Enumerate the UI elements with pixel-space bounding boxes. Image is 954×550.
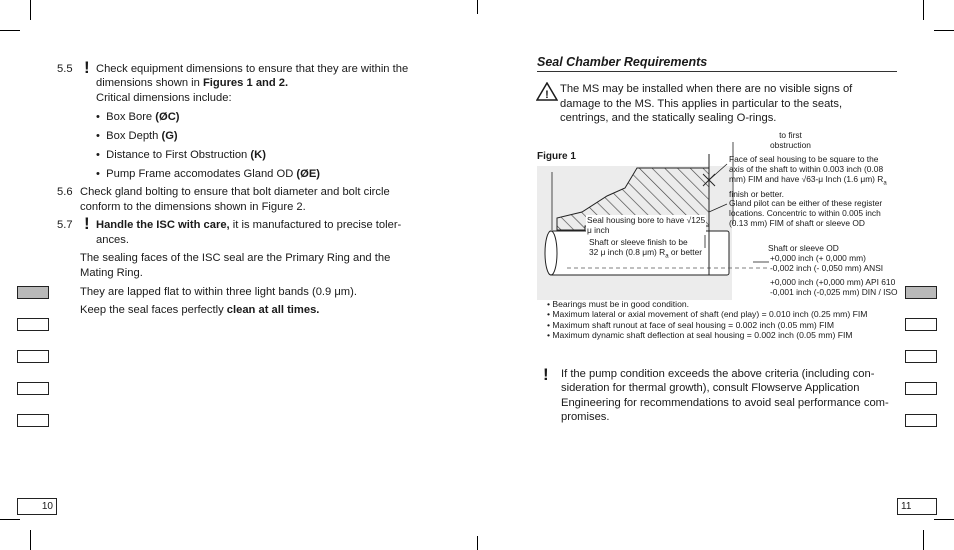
callout-line: Shaft or sleeve finish to be <box>589 237 688 247</box>
dimension-code: (ØC) <box>155 111 180 123</box>
callout-line: -0,002 inch (- 0,050 mm) ANSI <box>770 263 884 273</box>
text: Distance to First Obstruction <box>106 149 251 161</box>
requirements-list <box>547 299 867 340</box>
section-5-7-line1 <box>96 218 401 233</box>
callout-line: obstruction <box>770 140 811 150</box>
crop-mark <box>0 519 20 520</box>
list-item: • Maximum dynamic shaft deflection at seal housing = 0.002 inch (0.05 mm) FIM <box>547 329 853 340</box>
dimension-code: (K) <box>250 149 266 161</box>
callout-face-square <box>729 154 887 199</box>
text: mm) FIM and have √63-μ Inch (1.6 μm) R <box>729 174 884 184</box>
paragraph-line <box>80 303 319 318</box>
bullet: • <box>96 149 100 161</box>
bullet: • <box>96 130 100 142</box>
callout-line: Seal housing bore to have √125 <box>587 215 706 225</box>
callout-line: locations. Concentric to within 0.005 inch <box>729 208 881 218</box>
list-item <box>96 167 320 182</box>
section-number: 5.7 <box>57 219 73 231</box>
crop-mark <box>923 0 924 20</box>
warning-line: If the pump condition exceeds the above criteria (including con- <box>561 368 875 380</box>
callout-line: +0,000 inch (+ 0,000 mm) <box>770 253 866 263</box>
crop-mark <box>477 536 478 550</box>
warning-line: sideration for thermal growth), consult Flowserve Application <box>561 382 860 394</box>
callout-line: -0,001 inch (-0,025 mm) DIN / ISO <box>770 287 898 297</box>
paragraph-line: Mating Ring. <box>80 267 143 279</box>
figure-reference: Figures 1 and 2. <box>202 77 289 89</box>
section-5-5-line1: Check equipment dimensions to ensure that they are within the <box>96 63 409 75</box>
section-5-6-line2: conform to the dimensions shown in Figure 2. <box>80 201 306 213</box>
crop-mark <box>0 30 20 31</box>
caution-icon: ! <box>543 365 549 384</box>
text: Box Depth <box>106 130 162 142</box>
intro-line: damage to the MS. This applies in particular to the seats, <box>560 98 843 110</box>
section-5-5-line2 <box>96 76 288 91</box>
callout-shaft-finish <box>589 237 702 262</box>
text: Box Bore <box>106 111 156 123</box>
warning-text: Handle the ISC with care, <box>96 219 230 231</box>
callout-first-obstruction <box>770 130 811 150</box>
thumb-tab[interactable] <box>17 318 49 331</box>
text: dimensions shown in <box>96 77 203 89</box>
caution-icon: ! <box>84 58 90 77</box>
crop-mark <box>30 0 31 20</box>
list-item: • Bearings must be in good condition. <box>547 299 690 309</box>
callout-gland-pilot <box>729 198 882 228</box>
caution-icon: ! <box>84 214 90 233</box>
section-number: 5.6 <box>57 186 73 198</box>
crop-mark <box>923 530 924 550</box>
text: 32 μ inch (0.8 μm) R <box>589 247 666 257</box>
text: it is manufactured to precise toler- <box>229 219 402 231</box>
text: Keep the seal faces perfectly <box>80 304 227 316</box>
callout-line: +0,000 inch (+0,000 mm) API 610 <box>770 277 896 287</box>
thumb-tab[interactable] <box>905 382 937 395</box>
figure-label: Figure 1 <box>537 151 576 162</box>
subscript: a <box>665 253 669 260</box>
page-number-right: 11 <box>897 498 937 515</box>
warning-triangle-icon <box>536 82 558 101</box>
heading-rule <box>537 71 897 72</box>
dimension-code: (ØE) <box>296 168 321 180</box>
emphasis: clean at all times. <box>226 304 320 316</box>
callout-bore-finish <box>586 215 706 235</box>
thumb-tab[interactable] <box>905 414 937 427</box>
thumb-tab[interactable] <box>17 382 49 395</box>
list-item: • Maximum lateral or axial movement of shaft (end play) = 0.010 inch (0.25 mm) FIM <box>547 309 868 320</box>
crop-mark <box>477 0 478 14</box>
thumb-tab-active[interactable] <box>17 286 49 299</box>
section-5-6-line1: Check gland bolting to ensure that bolt diameter and bolt circle <box>80 186 390 198</box>
page-number-left: 10 <box>17 498 57 515</box>
thumb-tab[interactable] <box>905 318 937 331</box>
thumb-tab-active[interactable] <box>905 286 937 299</box>
section-5-7-line2: ances. <box>96 234 129 246</box>
callout-line: Face of seal housing to be square to the <box>729 154 879 164</box>
dimension-code: (G) <box>161 130 178 142</box>
callout-line: μ inch <box>587 225 610 235</box>
paragraph-line: They are lapped flat to within three light bands (0.9 μm). <box>80 286 357 298</box>
callout-line <box>589 247 702 262</box>
warning-line: Engineering for recommendations to avoid seal performance com- <box>561 397 889 409</box>
intro-line: centrings, and the statically sealing O-rings. <box>560 112 777 124</box>
section-5-5-line3: Critical dimensions include: <box>96 92 232 104</box>
callout-line <box>729 174 887 189</box>
exclamation-glyph: ! <box>545 89 549 101</box>
callout-line: (0.13 mm) FIM of shaft or sleeve OD <box>729 218 865 228</box>
callout-line: axis of the shaft to within 0.003 inch (0.08 <box>729 164 884 174</box>
thumb-tab[interactable] <box>17 414 49 427</box>
intro-line: The MS may be installed when there are no visible signs of <box>560 83 853 95</box>
callout-shaft-od <box>768 243 898 297</box>
thumb-tab[interactable] <box>905 350 937 363</box>
thumb-tab[interactable] <box>17 350 49 363</box>
warning-line: promises. <box>561 411 610 423</box>
paragraph-line: The sealing faces of the ISC seal are the Primary Ring and the <box>80 252 391 264</box>
crop-mark <box>934 519 954 520</box>
section-heading: Seal Chamber Requirements <box>537 55 708 69</box>
text: or better <box>668 247 703 257</box>
crop-mark <box>934 30 954 31</box>
subscript: a <box>883 180 887 187</box>
section-number: 5.5 <box>57 63 73 75</box>
bullet: • <box>96 111 100 123</box>
list-item <box>96 148 266 163</box>
list-item <box>96 110 180 125</box>
crop-mark <box>30 530 31 550</box>
callout-line: Gland pilot can be either of these register <box>729 198 883 208</box>
callout-line: to first <box>779 130 802 140</box>
text: Pump Frame accomodates Gland OD <box>106 168 297 180</box>
bullet: • <box>96 168 100 180</box>
callout-line: finish or better. <box>729 188 784 199</box>
list-item: • Maximum shaft runout at face of seal housing = 0.002 inch (0.05 mm) FIM <box>547 319 834 330</box>
callout-line: Shaft or sleeve OD <box>768 243 839 253</box>
list-item <box>96 129 178 144</box>
